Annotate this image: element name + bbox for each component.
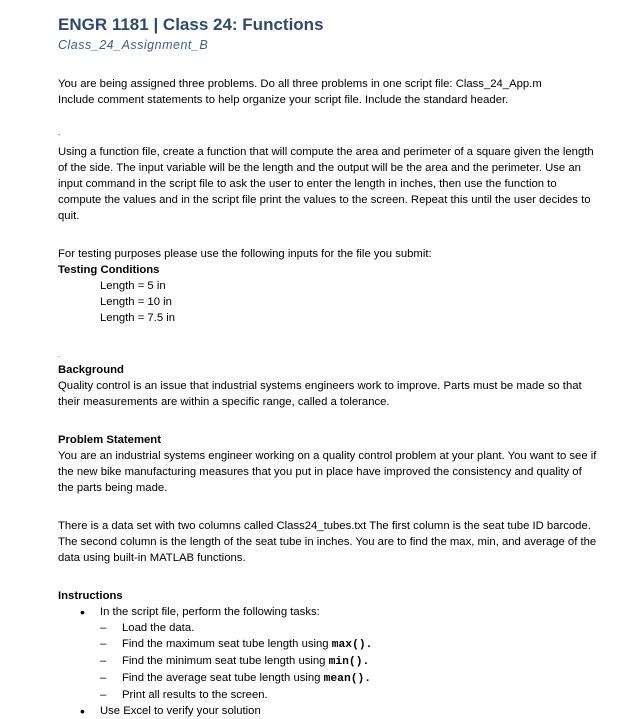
task-max (100, 636, 600, 653)
mean-function-code: mean(). (323, 673, 372, 685)
testing-section (58, 246, 600, 326)
task-print: – Print all results to the screen. (100, 687, 600, 703)
testing-condition-2: Length = 10 in (100, 296, 172, 308)
list-item (80, 604, 600, 703)
testing-heading: Testing Conditions (58, 264, 160, 276)
background-text: Quality control is an issue that industrial systems engineers work to improve. Parts must be made so that their measurements are within a specific range, called a tolerance. (58, 380, 582, 408)
instructions-list (58, 604, 600, 719)
testing-condition-1: Length = 5 in (100, 280, 166, 292)
task-min (100, 653, 600, 670)
instruction-bullet-1: In the script file, perform the following tasks: (100, 606, 320, 618)
intro-line-2: Include comment statements to help organize your script file. Include the standard header. (58, 94, 509, 106)
dataset-text: There is a data set with two columns called Class24_tubes.txt The first column is the seat tube ID barcode. The second column is the length of the seat tube in inches. You are to find the max, min, and average of the data using built-in MATLAB functions. (58, 520, 597, 564)
testing-condition-3: Length = 7.5 in (100, 312, 176, 324)
task-min-text: Find the minimum seat tube length using (122, 655, 329, 667)
background-section (58, 362, 600, 410)
instructions-heading: Instructions (58, 590, 123, 602)
dataset-section (58, 518, 600, 566)
problem-1-text: Using a function file, create a function that will compute the area and perimeter of a square given the length of the side. The input variable will be the length and the output will be the area and the perimeter. Use an input command in the script file to ask the user to enter the length in inches, then use the function to compute the values and in the script file print the values to the screen. Repeat this until the user decides to quit. (58, 146, 594, 222)
problem-statement-heading: Problem Statement (58, 434, 161, 446)
instructions-section (58, 588, 600, 719)
task-load: – Load the data. (100, 620, 600, 636)
max-function-code: max(). (331, 639, 373, 651)
problem-1-section (58, 144, 600, 224)
page-title: ENGR 1181 | Class 24: Functions (58, 15, 324, 34)
task-list (100, 620, 600, 703)
instruction-bullet-2: • Use Excel to verify your solution (80, 703, 600, 719)
separator-mark-2: . (58, 350, 61, 359)
min-function-code: min(). (328, 656, 370, 668)
background-heading: Background (58, 364, 124, 376)
intro-section (58, 76, 600, 108)
separator-mark: - (58, 130, 61, 139)
task-mean-text: Find the average seat tube length using (122, 672, 324, 684)
task-mean (100, 670, 600, 687)
problem-statement-section (58, 432, 600, 496)
testing-intro: For testing purposes please use the following inputs for the file you submit: (58, 248, 432, 260)
problem-statement-text: You are an industrial systems engineer working on a quality control problem at your plant. You want to see if the new bike manufacturing measures that you put in place have improved the consistency and quality of the parts being made. (58, 450, 597, 494)
task-max-text: Find the maximum seat tube length using (122, 638, 332, 650)
assignment-subtitle: Class_24_Assignment_B (58, 38, 209, 52)
intro-line-1: You are being assigned three problems. Do all three problems in one script file: Class_24_App.m (58, 78, 542, 90)
